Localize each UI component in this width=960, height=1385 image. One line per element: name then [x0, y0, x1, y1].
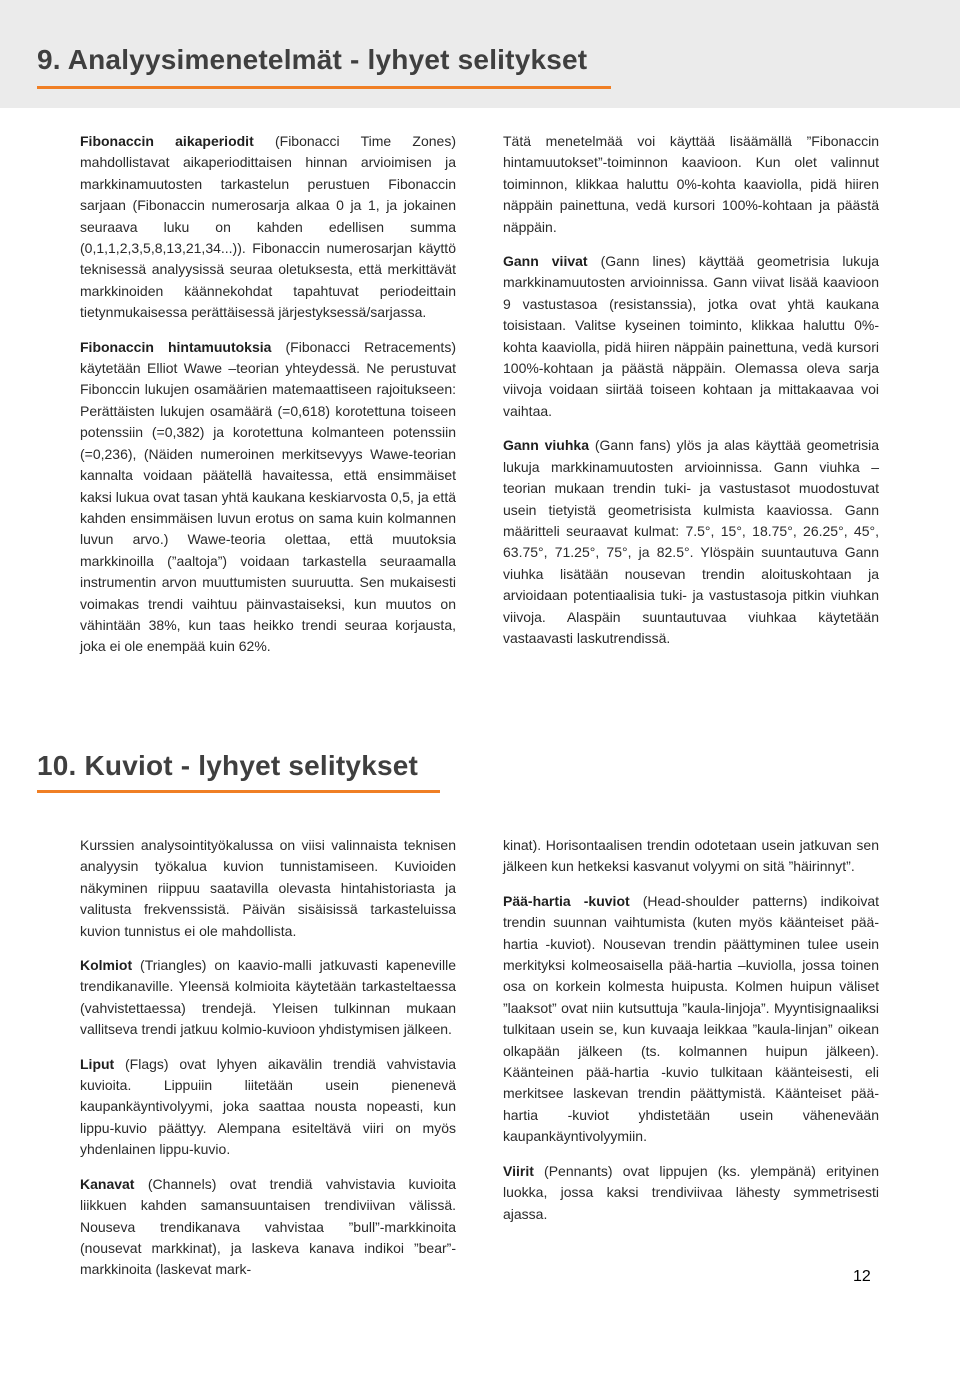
term: Fibonaccin hintamuutoksia: [80, 338, 272, 355]
paragraph-text: kinat). Horisontaalisen trendin odotetaan usein jatkuvan sen jälkeen kun hetkeksi kasvanut volyymi on sitä ”häirinnyt”.: [503, 837, 879, 875]
section-10-right-column: [503, 835, 879, 1238]
paragraph-channels-continued: [503, 835, 879, 878]
section-9-left-column: [80, 131, 456, 671]
paragraph-triangles: [80, 955, 456, 1041]
paragraph-text: Kurssien analysointityökalussa on viisi valinnaista teknisen analyysin työkalua kuvion tunnistamiseen. Kuvioiden näkyminen riippuu saatavilla olevasta hintahistoriasta ja valitusta frekvenssistä. Päivän sisäisissä tarkasteluissa kuvion tunnistus ei ole mahdollista.: [80, 837, 456, 939]
term: Kanavat: [80, 1175, 135, 1192]
term: Liput: [80, 1055, 115, 1072]
paragraph-text: (Gann fans) ylös ja alas käyttää geometrisia lukuja markkinamuutosten arvioinnissa. Gann viuhka –teorian mukaan trendin tuki- ja vastustasot muodostuvat usein tietyistä geometrisista kulmista kaaviossa. Gann määritteli seuraavat kulmat: 7.5°, 15°, 18.75°, 26.25°, 45°, 63.75°, 71.25°, 75°, ja 82.5°. Ylöspäin suuntautuva Gann viuhka lisätään nousevan trendin aloituskohtaan ja arvioidaan potentiaalisia tuki- ja vastustasoja pitkin viuhkan viivoja. Alaspäin suuntautuvaa viuhkaa käytetään vastaavasti laskutrendissä.: [503, 437, 879, 646]
paragraph-fibonacci-time-zones: [80, 131, 456, 324]
paragraph-text: (Channels) ovat trendiä vahvistavia kuvioita liikkuen kahden samansuuntaisen trendiviivan välissä. Nouseva trendikanava vahvistaa ”bull”-markkinoita (nousevat markkinat), ja laskeva kanava indikoi ”bear”-markkinoita (laskevat mark-: [80, 1175, 456, 1278]
paragraph-text: (Fibonacci Time Zones) mahdollistavat aikaperiodittaisen hinnan arvioimisen ja markkinamuutosten tarkastelun perustuen Fibonaccin sarjaan (Fibonaccin numerosarja alkaa 0 ja 1, ja jokainen seuraava luku on kahden edellisen summa (0,1,1,2,3,5,8,13,21,34...)). Fibonaccin numerosarjan käyttö teknisessä analyysissä seuraa oletuksesta, että merkittävät markkinoiden käännekohdat tapahtuvat periodeittain tietynmukaisessa perättäisessä järjestyksessä/sarjassa.: [80, 133, 456, 321]
paragraph-pennants: [503, 1161, 879, 1225]
paragraph-head-shoulder: [503, 891, 879, 1148]
paragraph-text: (Head-shoulder patterns) indikoivat trendin suunnan vaihtumista (kuten myös käänteiset pää-hartia -kuviot). Nousevan trendin päättyminen tulee usein merkityksi kolmeosaisella pää-hartia –kuviolla, jossa toinen osa on korkein kolmesta huipusta. Kolmen huipun väliset ”laaksot” ovat niin kutsuttuja ”kaula-linjoja”. Myyntisignaaliksi tulkitaan usein se, kun kuvaaja leikkaa ”kaula-linjan” oikean olkapään jälkeen (ts. kolmannen huipun jälkeen). Käänteinen pää-hartia -kuvio tulkitaan käänteisesti, eli merkitsee laskevan trendin päättymistä. Käänteiset pää-hartia -kuviot yhdistetään usein vähenevään kaupankäyntivolyymiin.: [503, 892, 880, 1145]
paragraph-fibonacci-retracements: [80, 337, 456, 658]
paragraph-text: (Triangles) on kaavio-malli jatkuvasti kapeneville trendikanaville. Yleensä kolmioita käytetään tarkasteltaessa (vahvistettaessa) trendejä. Yleisen tulkinnan mukaan vallitseva trendi jatkuu kolmio-kuvioon yhdistymisen jälkeen.: [80, 957, 456, 1038]
term: Viirit: [503, 1162, 534, 1179]
paragraph-retracement-usage: [503, 131, 879, 238]
section-10-title: 10. Kuviot - lyhyet selitykset: [37, 750, 419, 781]
paragraph-text: (Pennants) ovat lippujen (ks. ylempänä) erityinen luokka, jossa kaksi trendiviivaa lähesty symmetrisesti ajassa.: [503, 1162, 879, 1222]
paragraph-text: (Gann lines) käyttää geometrisia lukuja markkinamuutosten arvioinnissa. Gann viivat lisää kaavioon 9 vastustasoa (resistanssia), jotka ovat yhtä kaukana toisistaan. Valitse kyseinen toiminto, klikkaa haluttu 0%-kohta kaaviolla, pidä hiiren näppäin painettuna, vedä kursori 100%-kohtaan ja päästä näppäin. Olemassa oleva sarja viivoja voidaan siirtää toiseen kohtaan ja mittakaavaa voi vaihtaa.: [503, 253, 879, 419]
term: Fibonaccin aikaperiodit: [80, 133, 254, 149]
section-10-accent-rule: [37, 790, 440, 793]
term: Kolmiot: [80, 957, 133, 974]
section-9-accent-rule: [37, 86, 611, 89]
section-10-left-column: [80, 835, 456, 1294]
term: Pää-hartia -kuviot: [503, 892, 630, 909]
paragraph-gann-lines: [503, 251, 879, 422]
section-9-title: 9. Analyysimenetelmät - lyhyet selitykset: [37, 44, 588, 75]
term: Gann viuhka: [503, 437, 589, 454]
paragraph-patterns-intro: [80, 835, 456, 942]
paragraph-flags: [80, 1054, 456, 1161]
paragraph-text: (Fibonacci Retracements) käytetään Elliot Wawe –teorian yhteydessä. Ne perustuvat Fibonccin lukujen osamäärien matemaattiseen rajoitukseen: Perättäisten lukujen osamäärä (=0,618) korotettuna toiseen potenssiin (=0,382) ja korotettuna kolmanteen potenssiin (=0,236), (Näiden numeroinen merkitsevyys Wawe-teorian kannalta voidaan päätellä havaitessa, että ensimmäiset kaksi lukua ovat tasan yhtä kaukana keskiarvosta 0,5, ja että kahden ensimmäisen luvun erotus on sama kuin kolmannen luvun arvo.) Wawe-teoria olettaa, että muutoksia markkinoilla (”aaltoja”) voidaan tarkastella seuraamalla instrumentin arvon muuttumisten suuruutta. Sen mukaisesti voimakas trendi vaihtuu päinvastaiseksi, kun muutos on vähintään 38%, kun taas heikko trendi seuraa korjausta, joka ei ole enempää kuin 62%.: [80, 338, 456, 655]
paragraph-text: (Flags) ovat lyhyen aikavälin trendiä vahvistavia kuvioita. Lippuiin liitetään usein pienenevä kaupankäyntivolyymi, joka saattaa nousta nopeasti, kun lippu-kuvio päättyy. Alempana esiteltävä viiri on myös yhdenlainen lippu-kuvio.: [80, 1055, 456, 1158]
paragraph-gann-fans: [503, 435, 879, 649]
section-9-right-column: [503, 131, 879, 662]
term: Gann viivat: [503, 253, 588, 270]
paragraph-text: Tätä menetelmää voi käyttää lisäämällä ”Fibonaccin hintamuutokset”-toiminnon kaavioon. Kun olet valinnut toiminnon, klikkaa haluttu 0%-kohta kaaviolla, pidä hiiren näppäin painettuna, vedä kursori 100%-kohtaan ja päästä näppäin.: [503, 133, 879, 235]
page-number: 12: [853, 1268, 871, 1285]
paragraph-channels: [80, 1174, 456, 1281]
